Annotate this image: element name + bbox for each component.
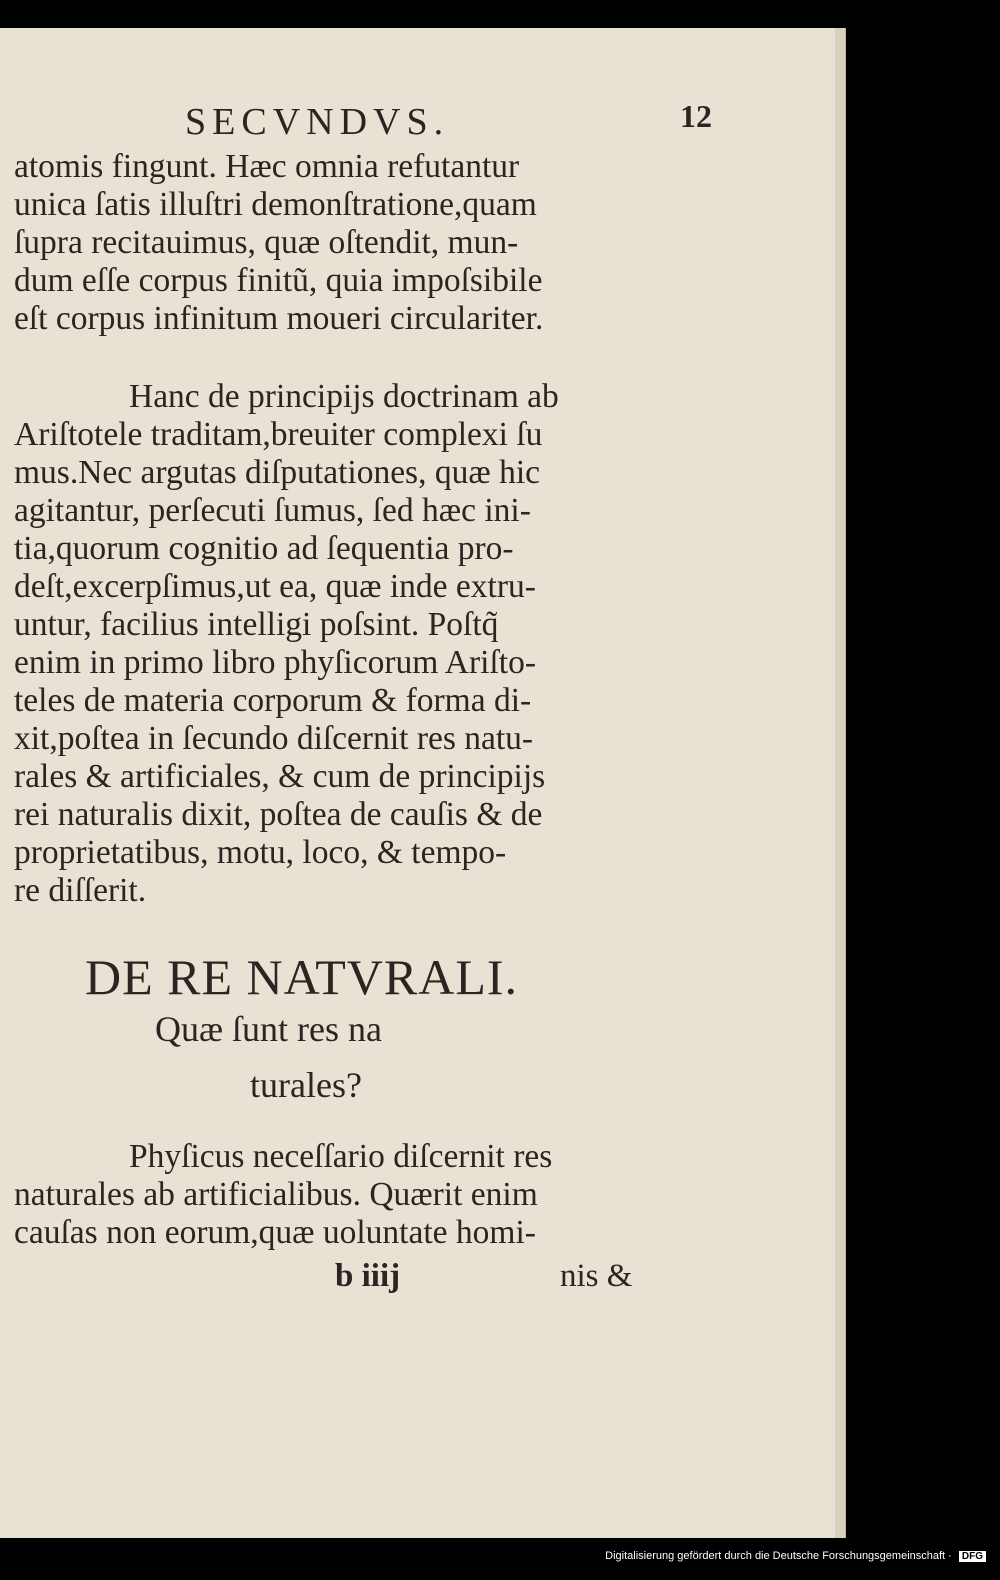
paragraph-2	[14, 378, 654, 910]
text-line: untur, facilius intelligi poſsint. Poſtq̃	[14, 606, 499, 643]
text-line: re diſſerit.	[14, 872, 147, 909]
credit-text: Digitalisierung gefördert durch die Deutsche Forschungsgemeinschaft ·	[605, 1550, 952, 1562]
book-page	[0, 28, 846, 1538]
paragraph-1	[14, 148, 654, 338]
page-footer	[0, 1258, 700, 1298]
text-line: unica ſatis illuſtri demonſtratione,quam	[14, 186, 537, 223]
text-line: cauſas non eorum,quæ uoluntate homi-	[14, 1214, 536, 1251]
text-line: Ariſtotele traditam,breuiter complexi ſu	[14, 416, 543, 453]
folio-number: 12	[680, 98, 712, 134]
text-line: agitantur, perſecuti ſumus, ſed hæc ini-	[14, 492, 531, 529]
text-line: rales & artificiales, & cum de principijs	[14, 758, 546, 795]
text-line: teles de materia corporum & forma di-	[14, 682, 532, 719]
section-subheading: Quæ ſunt res na	[155, 1009, 382, 1049]
catchword: nis &	[560, 1258, 633, 1294]
text-line: enim in primo libro phyſicorum Ariſto-	[14, 644, 536, 681]
section-subheading: turales?	[250, 1065, 362, 1105]
text-line: ſupra recitauimus, quæ oſtendit, mun-	[14, 224, 519, 261]
text-line: tia,quorum cognitio ad ſequentia pro-	[14, 530, 514, 567]
text-line: rei naturalis dixit, poſtea de cauſis & de	[14, 796, 543, 833]
page-edge	[835, 28, 845, 1538]
running-header: SECVNDVS.	[185, 101, 450, 143]
text-line: dum eſſe corpus finitũ, quia impoſsibile	[14, 262, 543, 299]
dfg-logo: DFG	[959, 1551, 986, 1562]
text-line: mus.Nec argutas diſputationes, quæ hic	[14, 454, 540, 491]
text-line: Phyſicus neceſſario diſcernit res	[129, 1138, 553, 1175]
digitization-credit	[605, 1550, 986, 1562]
text-line: atomis fingunt. Hæc omnia refutantur	[14, 148, 520, 185]
paragraph-3	[14, 1138, 654, 1252]
text-line: eſt corpus infinitum moueri circulariter.	[14, 300, 544, 337]
signature-mark: b iiij	[335, 1258, 401, 1294]
text-line: proprietatibus, motu, loco, & tempo-	[14, 834, 507, 871]
text-line: naturales ab artificialibus. Quærit enim	[14, 1176, 538, 1213]
text-line: Hanc de principijs doctrinam ab	[129, 378, 559, 415]
section-heading: DE RE NATVRALI.	[85, 949, 519, 1005]
text-line: xit,poſtea in ſecundo diſcernit res natu-	[14, 720, 534, 757]
text-line: deſt,excerpſimus,ut ea, quæ inde extru-	[14, 568, 536, 605]
